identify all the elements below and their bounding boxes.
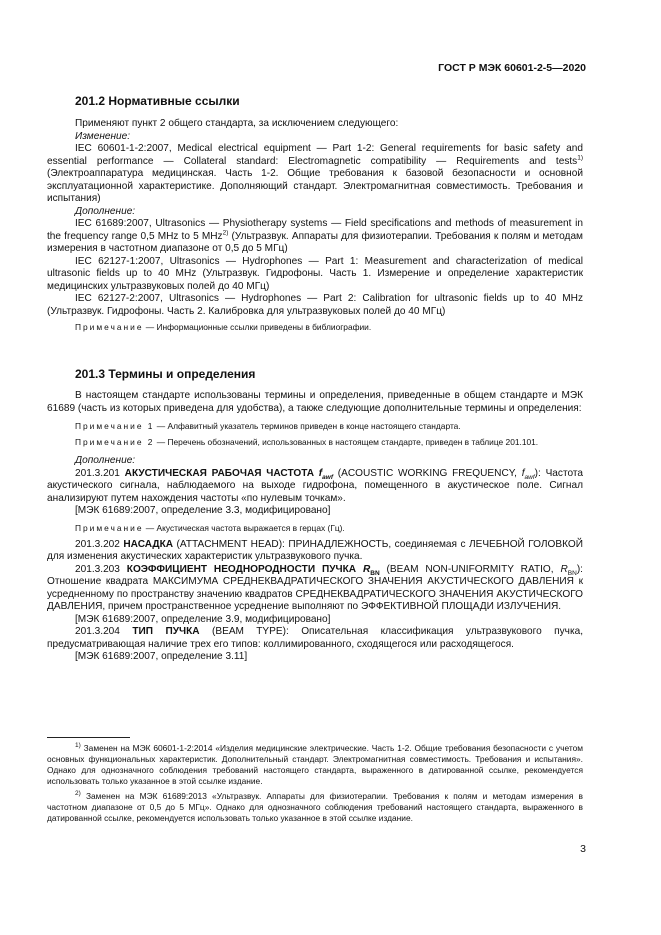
footnote-marker: 1) bbox=[577, 154, 583, 162]
footnote-text: Заменен на МЭК 60601-1-2:2014 «Изделия медицинские электрические. Часть 1-2. Общие требования безопасности с учетом основных функциональных характеристик. Дополнительный стандарт. Электромагнитная совместимость. Требования и испытания». Однако для однозначного соблюдения требований настоящего стандарта, выраженного в датированной ссылке, рекомендуется использовать только указанное в этой ссылке издание. bbox=[47, 743, 583, 786]
note-label: Примечание 2 bbox=[75, 437, 155, 447]
term-symbol: R bbox=[362, 563, 371, 575]
footnotes bbox=[47, 743, 583, 824]
term-number: 201.3.204 bbox=[75, 626, 133, 637]
page-number: 3 bbox=[580, 843, 586, 855]
term-number: 201.3.201 bbox=[75, 467, 125, 479]
section-body-201-3 bbox=[47, 390, 583, 664]
note bbox=[47, 322, 583, 333]
term-symbol-inline-subscript: BN bbox=[567, 569, 577, 577]
term-source-reference: [МЭК 61689:2007, определение 3.11] bbox=[75, 651, 248, 662]
ref-text-ru: (Ультразвук. Аппараты для физиотерапии. Требования к полям и методам измерения в частотном диапазоне от 0,5 до 5 МГц) bbox=[47, 230, 583, 254]
addition-label: Дополнение: bbox=[75, 205, 136, 217]
term-201-3-201 bbox=[47, 468, 583, 506]
term-number: 201.3.203 bbox=[75, 563, 127, 575]
note-text: — Информационные ссылки приведены в библиографии. bbox=[143, 322, 372, 332]
footnote-marker: 1) bbox=[75, 742, 81, 750]
term-symbol-inline: f bbox=[521, 467, 525, 479]
term-symbol-inline-subscript: awf bbox=[524, 473, 535, 481]
term-name: КОЭФФИЦИЕНТ НЕОДНОРОДНОСТИ ПУЧКА bbox=[126, 563, 363, 575]
term-english: (ACOUSTIC WORKING FREQUENCY, bbox=[333, 467, 522, 479]
intro-paragraph: Применяют пункт 2 общего стандарта, за исключением следующего: bbox=[75, 118, 399, 129]
reference-iec-61689 bbox=[47, 218, 583, 256]
term-name: НАСАДКА bbox=[123, 538, 174, 550]
ref-text: IEC 61689:2007, Ultrasonics — Physiotherapy systems — Field specifications and methods of measurement in the frequency range 0,5 MHz to 5 MHz bbox=[47, 218, 583, 242]
footnote-marker: 2) bbox=[75, 790, 81, 798]
note-2 bbox=[47, 437, 583, 448]
reference-iec-62127-1: IEC 62127-1:2007, Ultrasonics — Hydrophones — Part 1: Measurement and characterization of medical ultrasonic fields up to 40 MHz (Ультразвук. Гидрофоны. Часть 1. Измерение и определение характеристик медицинских ультразвуковых полей до 40 МГц) bbox=[47, 255, 583, 292]
term-201-3-204 bbox=[47, 626, 583, 651]
term-definition: ): Частота акустического сигнала, наблюдаемого на выходе гидрофона, помещенного в акустическое поле. Сигнал анализируют путем нахождения частоты «по нулевым точкам». bbox=[47, 467, 583, 504]
term-definition: (BEAM TYPE): Описательная классификация ультразвукового пучка, предусматривающая наличие трех его типов: коллимированного, сходящегося или расходящегося. bbox=[47, 626, 583, 650]
section-title-201-3: 201.3 Термины и определения bbox=[75, 367, 256, 381]
term-source-reference: [МЭК 61689:2007, определение 3.3, модифицировано] bbox=[75, 505, 331, 516]
term-name: АКУСТИЧЕСКАЯ РАБОЧАЯ ЧАСТОТА bbox=[124, 467, 319, 479]
term-201-3-202 bbox=[47, 539, 583, 564]
ref-text-ru: (Электроаппаратура медицинская. Часть 1-2. Общие требования к базовой безопасности и основной эксплуатационной характеристике. Дополняющий стандарт. Электромагнитная совместимость. Требования и испытания) bbox=[47, 168, 583, 204]
section-body-201-2 bbox=[47, 118, 583, 333]
note-1 bbox=[47, 421, 583, 432]
term-number: 201.3.202 bbox=[75, 538, 124, 550]
intro-paragraph: В настоящем стандарте использованы термины и определения, приведенные в общем стандарте и МЭК 61689 (часть из которых приведена для удобства), а также следующие дополнительные термины и определения: bbox=[47, 390, 583, 414]
change-label: Изменение: bbox=[75, 130, 131, 142]
term-symbol-inline: R bbox=[560, 563, 568, 575]
note-label: Примечание 1 bbox=[75, 421, 155, 431]
term-name: ТИП ПУЧКА bbox=[132, 626, 200, 637]
term-symbol-subscript: awf bbox=[322, 473, 333, 481]
footnote-2 bbox=[47, 791, 583, 824]
note-text: — Алфавитный указатель терминов приведен в конце настоящего стандарта. bbox=[154, 421, 461, 431]
reference-iec-62127-2: IEC 62127-2:2007, Ultrasonics — Hydrophones — Part 2: Calibration for ultrasonic fields up to 40 MHz (Ультразвук. Гидрофоны. Часть 2. Калибровка для ультразвуковых полей до 40 МГц) bbox=[47, 293, 583, 317]
footnote-divider bbox=[47, 737, 130, 738]
ref-text: IEC 60601-1-2:2007, Medical electrical equipment — Part 1-2: General requirements for basic safety and essential performance — Collateral standard: Electromagnetic compatibility — Requirements and tests bbox=[47, 143, 583, 167]
document-header: ГОСТ Р МЭК 60601-2-5—2020 bbox=[438, 62, 586, 74]
term-definition: ): Отношение квадрата МАКСИМУМА СРЕДНЕКВАДРАТИЧЕСКОГО ЗНАЧЕНИЯ АКУСТИЧЕСКОГО ДАВЛЕНИЯ к усредненному по пространству значению квадратов СРЕДНЕКВАДРАТИЧЕСКОГО ЗНАЧЕНИЯ АКУСТИЧЕСКОГО ДАВЛЕНИЯ, причем пространственное усреднение выполняют по ЭФФЕКТИВНОЙ ПЛОЩАДИ ИЗЛУЧЕНИЯ. bbox=[47, 563, 583, 612]
footnote-marker: 2) bbox=[222, 229, 229, 237]
note-text: — Перечень обозначений, использованных в настоящем стандарте, приведен в таблице 201.101. bbox=[154, 437, 539, 447]
term-symbol: f bbox=[318, 467, 323, 479]
note-label: Примечание bbox=[75, 322, 144, 332]
term-symbol-subscript: BN bbox=[370, 569, 380, 577]
term-201-3-203 bbox=[47, 564, 583, 614]
note-text: — Акустическая частота выражается в герцах (Гц). bbox=[143, 522, 345, 533]
term-source-reference: [МЭК 61689:2007, определение 3.9, модифицировано] bbox=[75, 613, 331, 625]
section-title-201-2: 201.2 Нормативные ссылки bbox=[75, 94, 240, 108]
footnote-text: Заменен на МЭК 61689:2013 «Ультразвук. Аппараты для физиотерапии. Требования к полям и методам измерения в частотном диапазоне от 0,5 до 5 МГц». Однако для однозначного соблюдения требований настоящего стандарта, выраженного в датированной ссылке, рекомендуется использовать только указанное в этой ссылке издание. bbox=[47, 791, 583, 823]
reference-iec-60601-1-2 bbox=[47, 143, 583, 206]
term-definition: (ATTACHMENT HEAD): ПРИНАДЛЕЖНОСТЬ, соединяемая с ЛЕЧЕБНОЙ ГОЛОВКОЙ для изменения акустических характеристик ультразвукового пучка. bbox=[47, 538, 583, 562]
addition-label: Дополнение: bbox=[75, 455, 136, 466]
footnote-1 bbox=[47, 743, 583, 787]
term-note bbox=[47, 523, 583, 534]
note-label: Примечание bbox=[75, 522, 144, 533]
term-english: (BEAM NON-UNIFORMITY RATIO, bbox=[379, 563, 561, 575]
